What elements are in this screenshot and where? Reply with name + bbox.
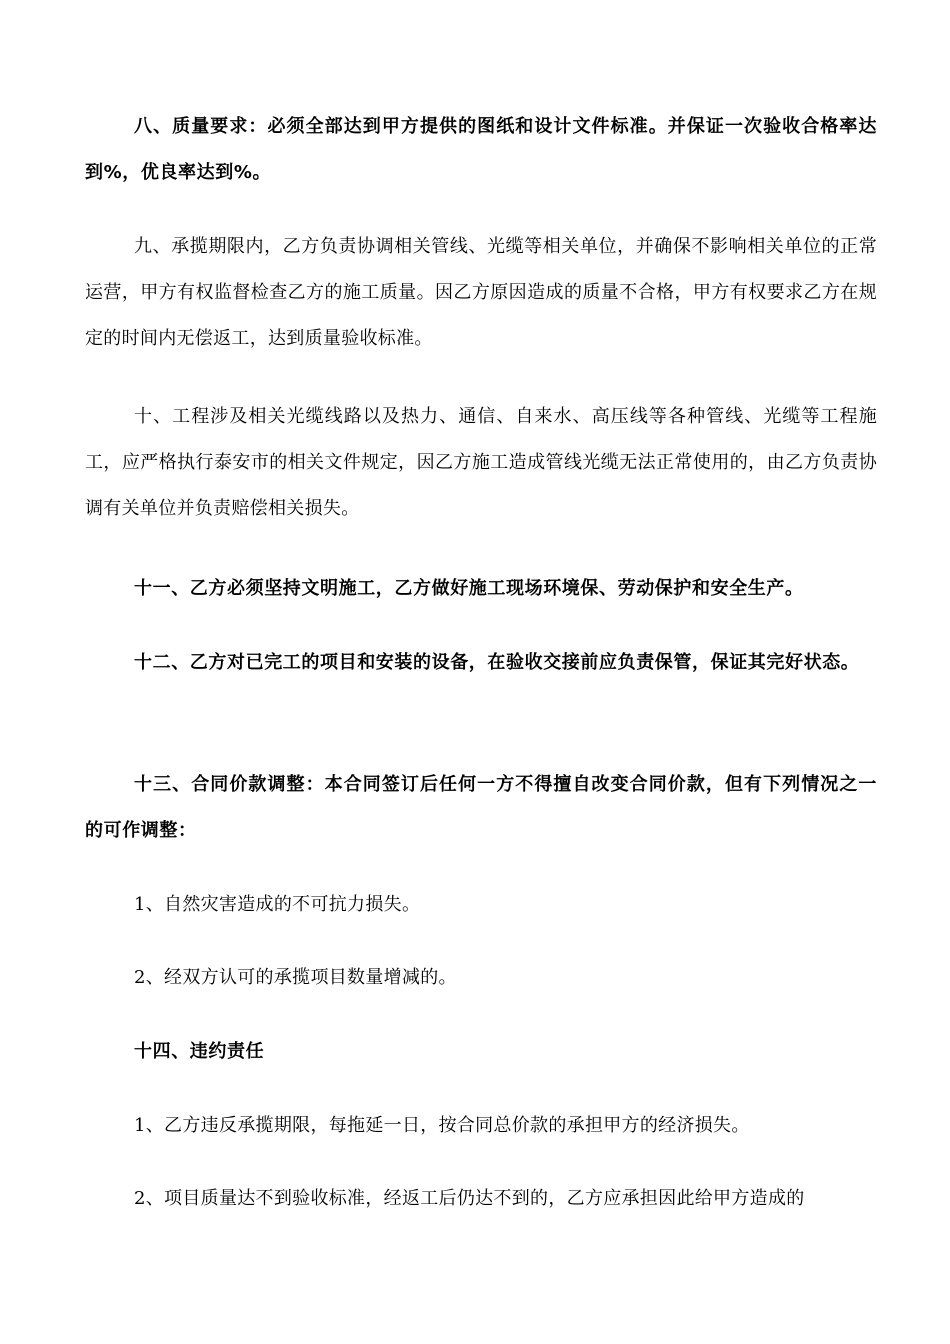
clause-11-civilized-construction: 十一、乙方必须坚持文明施工，乙方做好施工现场环境保、劳动保护和安全生产。 [134, 578, 804, 599]
adjustment-item-2: 2、经双方认可的承揽项目数量增减的。 [134, 967, 457, 988]
clause-13-price-adjustment: 十三、合同价款调整：本合同签订后任何一方不得擅自改变合同价款，但有下列情况之一的可作调整： [85, 774, 877, 841]
liability-item-2: 2、项目质量达不到验收标准，经返工后仍达不到的，乙方应承担因此给甲方造成的 [134, 1188, 805, 1209]
clause-10-pipeline-construction: 十、工程涉及相关光缆线路以及热力、通信、自来水、高压线等各种管线、光缆等工程施工，应严格执行泰安市的相关文件规定，因乙方施工造成管线光缆无法正常使用的，由乙方负责协调有关单位并负责赔偿相关损失。 [85, 406, 877, 519]
adjustment-item-1: 1、自然灾害造成的不可抗力损失。 [134, 894, 421, 915]
liability-item-1: 1、乙方违反承揽期限，每拖延一日，按合同总价款的承担甲方的经济损失。 [134, 1115, 750, 1136]
clause-12-custody: 十二、乙方对已完工的项目和安装的设备，在验收交接前应负责保管，保证其完好状态。 [134, 652, 860, 673]
clause-9-contract-period: 九、承揽期限内，乙方负责协调相关管线、光缆等相关单位，并确保不影响相关单位的正常运营，甲方有权监督检查乙方的施工质量。因乙方原因造成的质量不合格，甲方有权要求乙方在规定的时间内无偿返工，达到质量验收标准。 [85, 236, 877, 349]
clause-8-quality-requirements: 八、质量要求：必须全部达到甲方提供的图纸和设计文件标准。并保证一次验收合格率达到%，优良率达到%。 [85, 116, 877, 183]
clause-14-heading: 十四、违约责任 [134, 1041, 265, 1062]
